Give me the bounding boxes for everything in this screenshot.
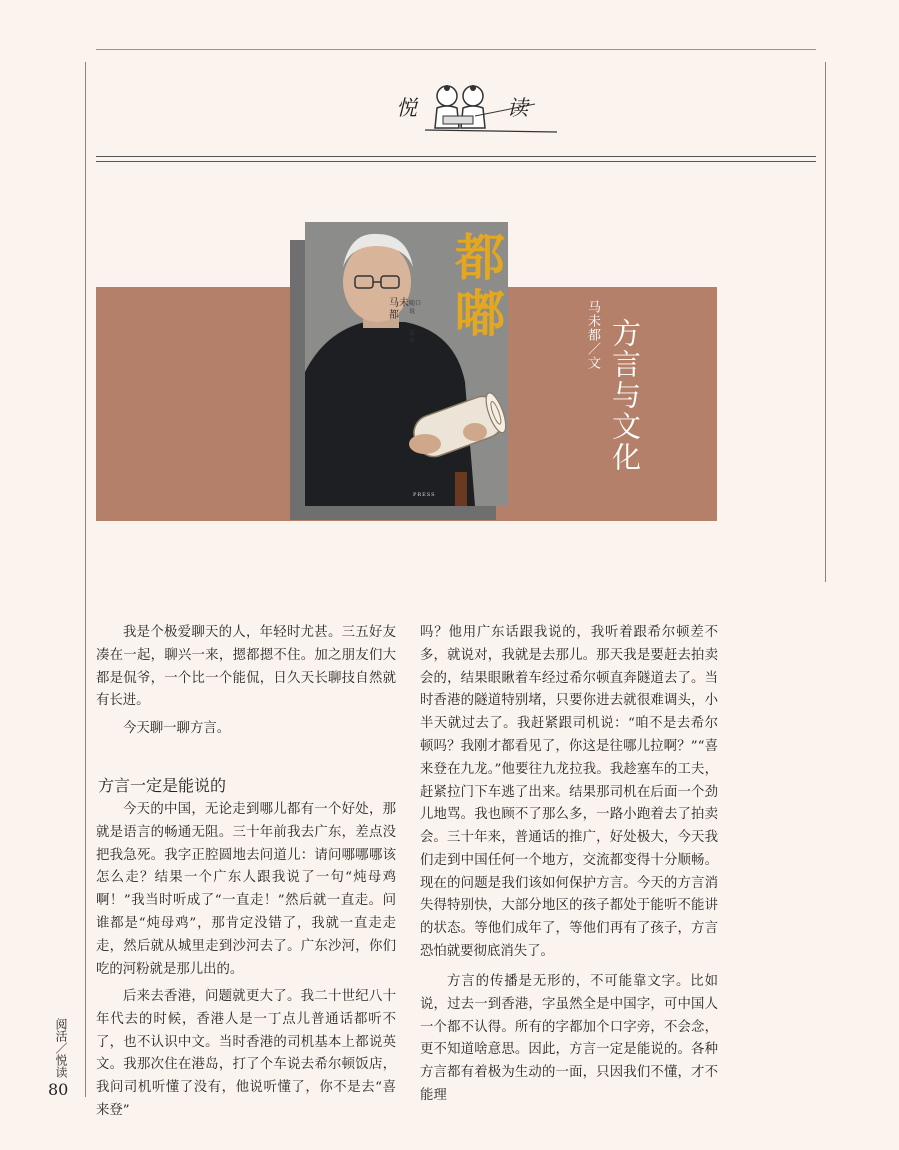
right-paragraph-3: 方言的传播是无形的，不可能靠文字。比如说，过去一到香港，字虽然全是中国字，可中国人一个都不认得。所有的字都加个口字旁，不会念，更不知道啥意思。因此，方言一定是能说的。各种方言都有着极为生动的一面，只因我们不懂，才不能理 [420,974,718,1103]
article-title: 方言与文化 [608,318,642,473]
header-left-char: 悦 [396,96,417,120]
right-paragraph-1: 吗？他用广东话跟我说的，我听着跟希尔顿差不多，就说对，我就是去那儿。那天我是要赶去拍卖会的，结果眼瞅着车经过希尔顿直奔隧道去了。当时香港的隧道特别堵，只要你进去就很难调头，小半天就过去了。我赶紧跟司机说：“咱不是去希尔顿吗？我刚才都看见了，你这是往哪儿拉啊？”“喜来登在九龙。”他要往九龙拉我。我趁塞车的工夫，赶紧拉门下车逃了出来。结果那司机在后面一个劲儿地骂。我也顾不了那么多，一路小跑着去了拍卖会。 [420,625,718,846]
reading-children-icon [425,82,565,142]
book-series-line1: 随口说 [409,300,422,315]
top-rule [96,49,816,50]
book-title: 都嘟 [455,228,505,343]
book-cover [305,222,508,506]
right-paragraph-2: 三十年来，普通话的推广，好处极大，今天我们走到中国任何一个地方，交流都变得十分顺畅。现在的问题是我们该如何保护方言。今天的方言消失得特别快，大部分地区的孩子都处于能听不能讲的状态。等他们成年了，等他们再有了孩子，方言恐怕就要彻底消失了。 [420,830,718,959]
article-byline: 马未都／文 [585,300,600,370]
book-publisher: PRESS [413,492,436,498]
book-series-line2: 第一季 [409,330,422,345]
left-paragraph-1: 我是个极爱聊天的人，年轻时尤甚。三五好友凑在一起，聊兴一来，摁都摁不住。加之朋友们大都是侃爷，一个比一个能侃，日久天长聊技自然就有长进。 [96,625,396,709]
header-right-char: 读 [507,96,528,120]
section-label: 阅活／悦读 [54,1018,68,1078]
left-frame-line [85,62,86,1097]
section-subheading: 方言一定是能说的 [98,776,227,795]
book-author: 马未都 [389,298,409,321]
left-paragraph-4: 后来去香港，问题就更大了。我二十世纪八十年代去的时候，香港人是一丁点儿普通话都听不了，也不认识中文。当时香港的司机基本上都说英文。我那次住在港岛，打了个车说去希尔顿饭店，我问司机听懂了没有，他说听懂了，你不是去“喜来登” [96,989,396,1118]
header-rule-upper [96,156,816,157]
page-number: 80 [48,1080,69,1099]
left-paragraph-2: 今天聊一聊方言。 [123,721,231,736]
right-frame-line [825,62,826,582]
header-rule-lower [96,161,816,162]
left-paragraph-3: 今天的中国，无论走到哪儿都有一个好处，那就是语言的畅通无阻。三十年前我去广东，差点没把我急死。我字正腔圆地去问道儿：请问哪哪哪该怎么走？结果一个广东人跟我说了一句“炖母鸡啊！”我当时听成了“一直走！”然后就一直走。问谁都是“炖母鸡”，那肯定没错了，我就一直走走走，然后就从城里走到沙河去了。广东沙河，你们吃的河粉就是那儿出的。 [96,802,396,977]
